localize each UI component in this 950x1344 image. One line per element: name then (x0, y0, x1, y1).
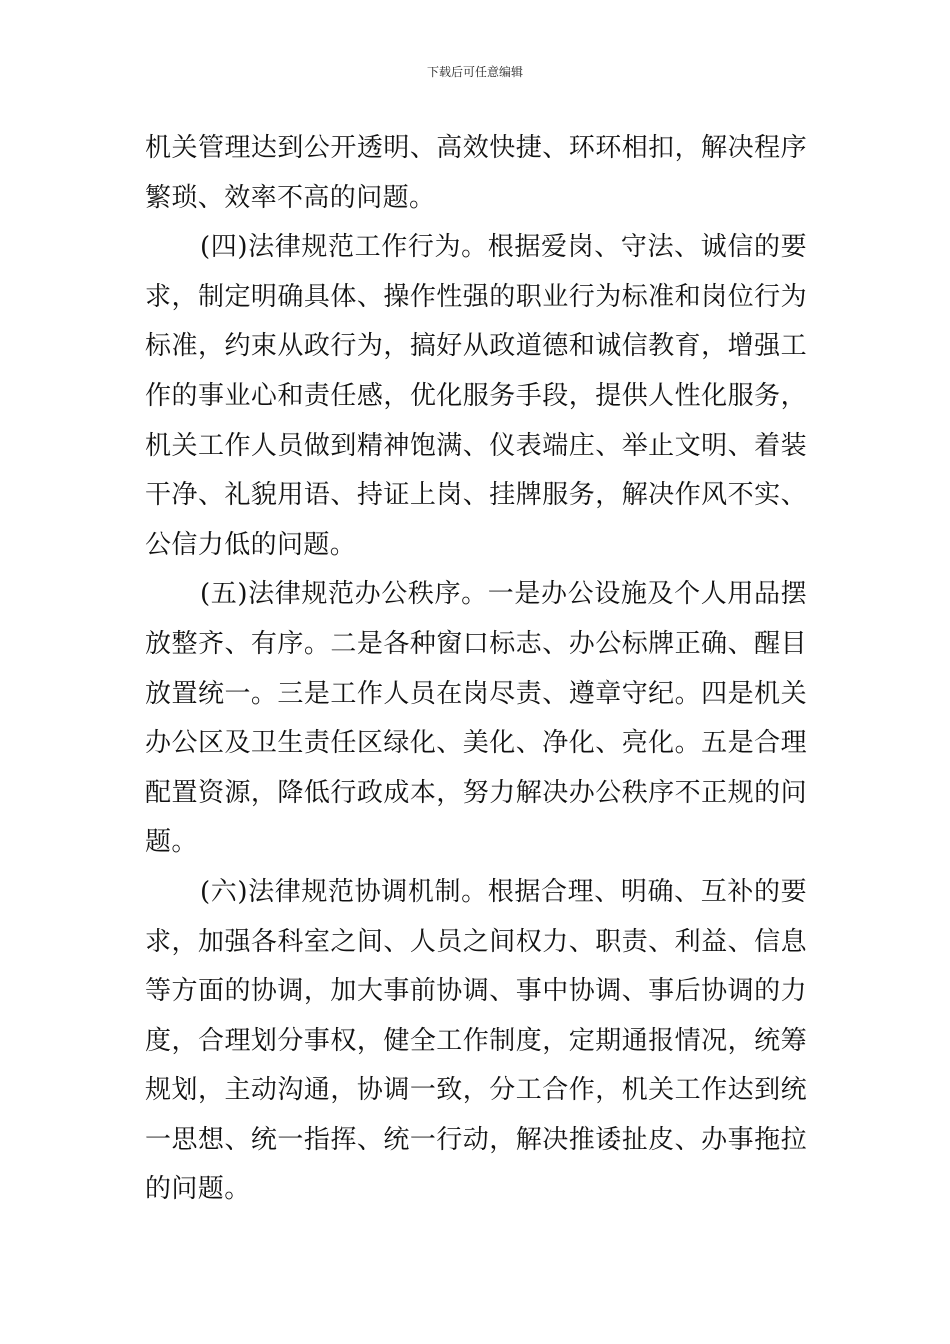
paragraph-section-4: (四)法律规范工作行为。根据爱岗、守法、诚信的要求，制定明确具体、操作性强的职业行为标准和岗位行为标准，约束从政行为，搞好从政道德和诚信教育，增强工作的事业心和责任感，优化服务手段，提供人性化服务，机关工作人员做到精神饱满、仪表端庄、举止文明、着装干净、礼貌用语、持证上岗、挂牌服务，解决作风不实、公信力低的问题。 (145, 232, 807, 560)
paragraph-section-6: (六)法律规范协调机制。根据合理、明确、互补的要求，加强各科室之间、人员之间权力、职责、利益、信息等方面的协调，加大事前协调、事中协调、事后协调的力度，合理划分事权，健全工作制度，定期通报情况，统筹规划，主动沟通，协调一致，分工合作，机关工作达到统一思想、统一指挥、统一行动，解决推诿扯皮、办事拖拉的问题。 (145, 876, 807, 1205)
paragraph-continuation: 机关管理达到公开透明、高效快捷、环环相扣，解决程序繁琐、效率不高的问题。 (145, 133, 807, 213)
page-header: 下载后可任意编辑 (426, 65, 523, 79)
paragraph-section-5: (五)法律规范办公秩序。一是办公设施及个人用品摆放整齐、有序。二是各种窗口标志、办公标牌正确、醒目放置统一。三是工作人员在岗尽责、遵章守纪。四是机关办公区及卫生责任区绿化、美化、净化、亮化。五是合理配置资源，降低行政成本，努力解决办公秩序不正规的问题。 (145, 579, 807, 858)
document-body (145, 124, 807, 1215)
